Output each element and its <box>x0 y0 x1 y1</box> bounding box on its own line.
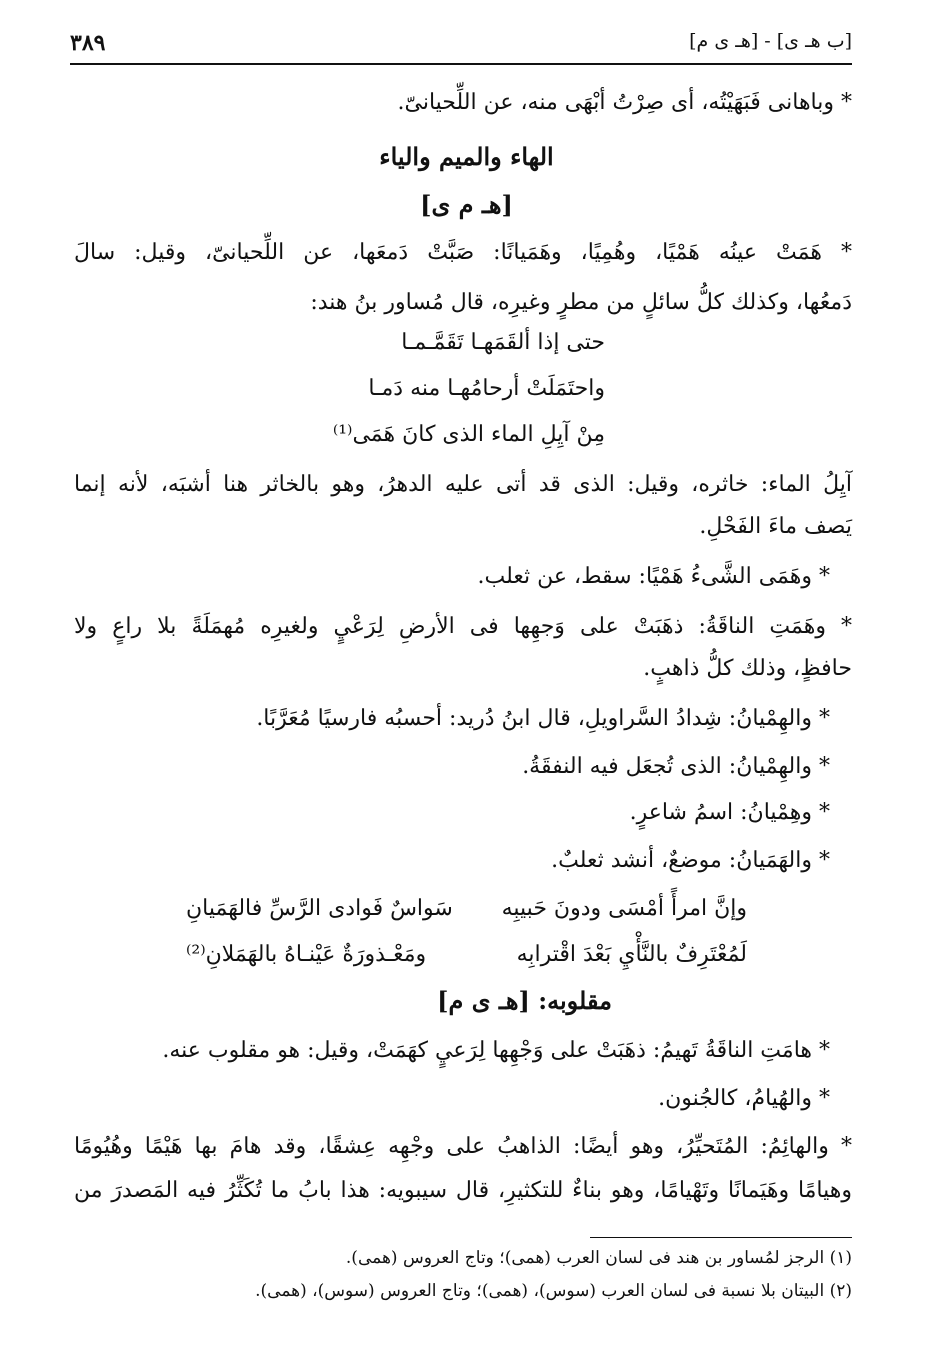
verse-line-2: واحتَمَلَتْ أرحامُهـا منه دَمـا <box>368 376 605 401</box>
inverted-root-heading: مقلوبه: [هـ ى م] <box>437 986 612 1015</box>
entry-line-14: * والهُيامُ، كالجُنون. <box>658 1086 830 1111</box>
couplet-1-second-hemistich: سَواسٌ فَوادى الرَّسِّ فالهَمَيانِ <box>186 896 453 921</box>
section-heading: الهاء والميم والياء <box>379 142 554 171</box>
footnote-1: (١) الرجز لمُساور بن هند فى لسان العرب (همى)؛ وتاج العروس (همى). <box>345 1248 852 1268</box>
verse-line-1: حتى إذا ألقَمَهـا تَقَمَّـمـا <box>401 330 605 355</box>
entry-line-13: * هامَتِ الناقَةُ تَهيمُ: ذهَبَتْ على وَجْهِها لِرَعيٍ كهَمَتْ، وقيل: هو مقلوب عنه. <box>162 1038 830 1063</box>
entry-line-12: * والهَمَيانُ: موضعٌ، أنشد ثعلبٌ. <box>551 848 830 873</box>
couplet-1-first-hemistich: وإنَّ امرأً أمْسَى ودونَ حَبيبِه <box>501 896 747 921</box>
entry-line-6: * وهَمَى الشَّىءُ هَمْيًا: سقط، عن ثعلب. <box>477 564 830 589</box>
couplet-2-second-hemistich: ومَعْـذورَةٌ عَيْنـاهُ بالهَمَلانِ⁽²⁾ <box>186 942 427 967</box>
entry-line-16: وهيامًا وهَيَمانًا وتَهْيامًا، وهو بناءٌ للتكثيرِ، قال سيبويه: هذا بابُ ما تُكَثِّرُ فيه المَصدرَ من <box>74 1178 852 1203</box>
entry-line-2: * هَمَتْ عينُه هَمْيًا، وهُمِيًا، وهَمَيانًا: صَبَّتْ دَمعَها، عن اللِّحيانىّ، وقيل: سالَ <box>74 240 852 265</box>
verse-line-3: مِنْ آيِلِ الماء الذى كانَ هَمَى⁽¹⁾ <box>332 422 605 447</box>
running-title: [ب هـ ى] - [هـ ى م] <box>689 30 852 52</box>
footnote-rule <box>590 1237 852 1238</box>
footnote-2: (٢) البيتان بلا نسبة فى لسان العرب (سوس)، (همى)؛ وتاج العروس (سوس)، (همى). <box>255 1281 852 1301</box>
header-rule <box>70 63 852 65</box>
entry-line-10: * والهِمْيانُ: الذى تُجعَل فيه النفقَةُ. <box>522 754 830 779</box>
entry-line-3: دَمعُها، وكذلك كلُّ سائلٍ من مطرٍ وغيرِه، قال مُساور بنُ هند: <box>310 290 852 315</box>
entry-line-1: * وباهانى فَبَهَيْتُه، أى صِرْتُ أبْهَى منه، عن اللِّحيانىّ. <box>397 90 852 115</box>
couplet-2-first-hemistich: لَمُعْتَرِفٌ بالنَّأْيِ بَعْدَ اقْترابِه <box>516 942 747 967</box>
entry-line-4: آيِلُ الماء: خاثره، وقيل: الذى قد أتى عليه الدهرُ، وهو بالخاثر هنا أشبَه، لأنه إنما <box>74 472 852 497</box>
entry-line-7: * وهَمَتِ الناقَةُ: ذهَبَتْ على وَجهِها فى الأرضِ لِرَعْيٍ ولغيرِه مُهمَلَةً بلا راعٍ ولا <box>74 614 852 639</box>
entry-line-5: يَصف ماءَ الفَحْلِ. <box>699 514 852 539</box>
entry-line-8: حافظٍ، وذلك كلُّ ذاهبٍ. <box>643 656 852 681</box>
root-heading: [هـ م ى] <box>420 190 513 219</box>
entry-line-15: * والهائِمُ: المُتَحيِّرُ، وهو أيضًا: الذاهبُ على وجْهِه عِشقًا، وقد هامَ بها هَيْمًا وهُيُومًا <box>74 1134 852 1159</box>
entry-line-9: * والهِمْيانُ: شِدادُ السَّراويلِ، قال ابنُ دُريد: أحسبُه فارسيًا مُعَرَّبًا. <box>256 706 830 731</box>
running-header <box>70 26 852 62</box>
page-number: ٣٨٩ <box>70 30 106 56</box>
entry-line-11: * وهِمْيانُ: اسمُ شاعرٍ. <box>629 800 830 825</box>
